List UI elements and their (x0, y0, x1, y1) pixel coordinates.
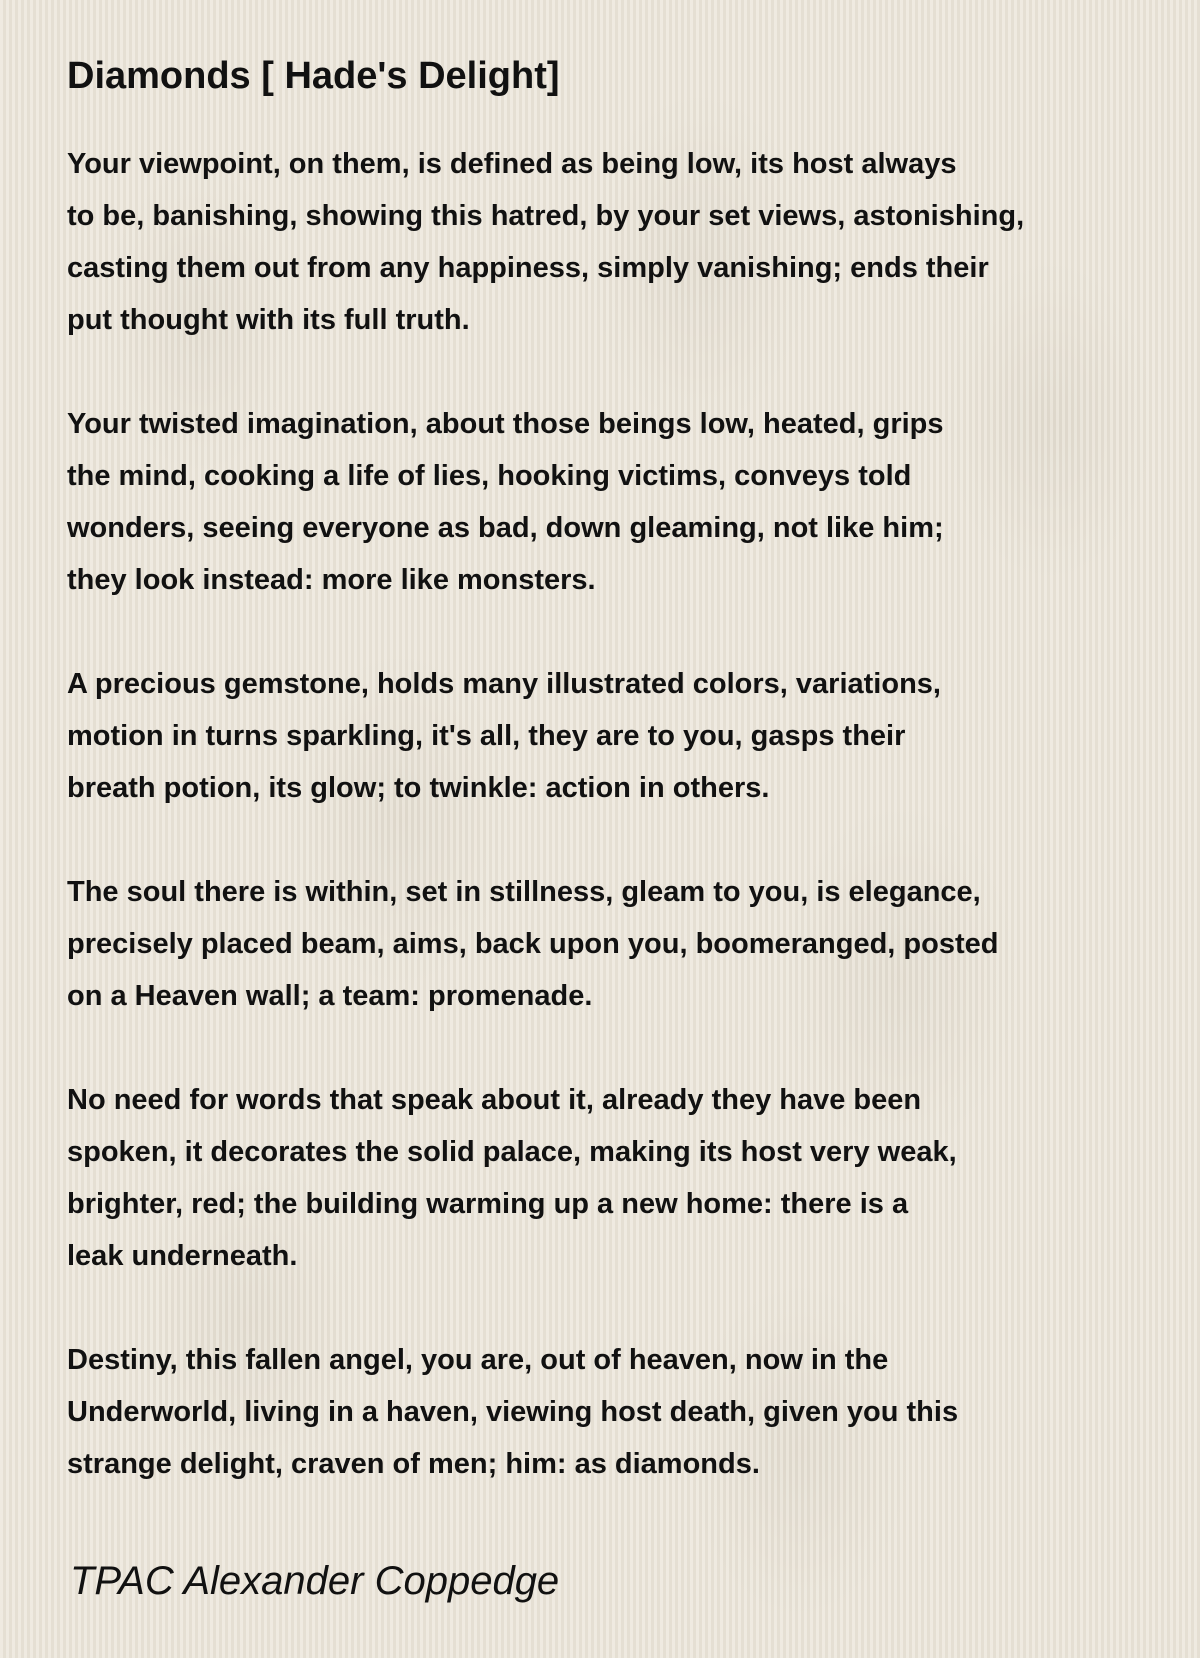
poem-line: casting them out from any happiness, simply vanishing; ends their (67, 252, 989, 284)
poem-line: put thought with its full truth. (67, 304, 470, 336)
poem-line: to be, banishing, showing this hatred, by your set views, astonishing, (67, 200, 1025, 232)
poem-container (67, 50, 1177, 1542)
stanza-4 (67, 866, 1177, 1022)
poem-line: wonders, seeing everyone as bad, down gleaming, not like him; (67, 512, 944, 544)
poem-line: breath potion, its glow; to twinkle: action in others. (67, 772, 770, 804)
poem-line: on a Heaven wall; a team: promenade. (67, 980, 593, 1012)
poem-line: they look instead: more like monsters. (67, 564, 596, 596)
stanza-3 (67, 658, 1177, 814)
stanza-5 (67, 1074, 1177, 1282)
stanza-6 (67, 1334, 1177, 1490)
poem-line: spoken, it decorates the solid palace, making its host very weak, (67, 1136, 957, 1168)
poem-line: Your viewpoint, on them, is defined as being low, its host always (67, 148, 957, 180)
stanza-1 (67, 138, 1177, 346)
poem-line: Underworld, living in a haven, viewing host death, given you this (67, 1396, 959, 1428)
poem-line: leak underneath. (67, 1240, 298, 1272)
poem-line: The soul there is within, set in stillness, gleam to you, is elegance, (67, 876, 981, 908)
poem-line: the mind, cooking a life of lies, hooking victims, conveys told (67, 460, 912, 492)
poem-title: Diamonds [ Hade's Delight] (67, 55, 560, 97)
poem-line: Destiny, this fallen angel, you are, out of heaven, now in the (67, 1344, 889, 1376)
poem-line: motion in turns sparkling, it's all, they are to you, gasps their (67, 720, 906, 752)
poem-line: A precious gemstone, holds many illustrated colors, variations, (67, 668, 941, 700)
poem-line: precisely placed beam, aims, back upon you, boomeranged, posted (67, 928, 999, 960)
poem-line: No need for words that speak about it, already they have been (67, 1084, 922, 1116)
poem-line: brighter, red; the building warming up a new home: there is a (67, 1188, 909, 1220)
poem-body (67, 138, 1177, 1490)
stanza-2 (67, 398, 1177, 606)
poem-line: Your twisted imagination, about those beings low, heated, grips (67, 408, 944, 440)
poem-line: strange delight, craven of men; him: as diamonds. (67, 1448, 760, 1480)
poem-author: TPAC Alexander Coppedge (70, 1559, 560, 1603)
